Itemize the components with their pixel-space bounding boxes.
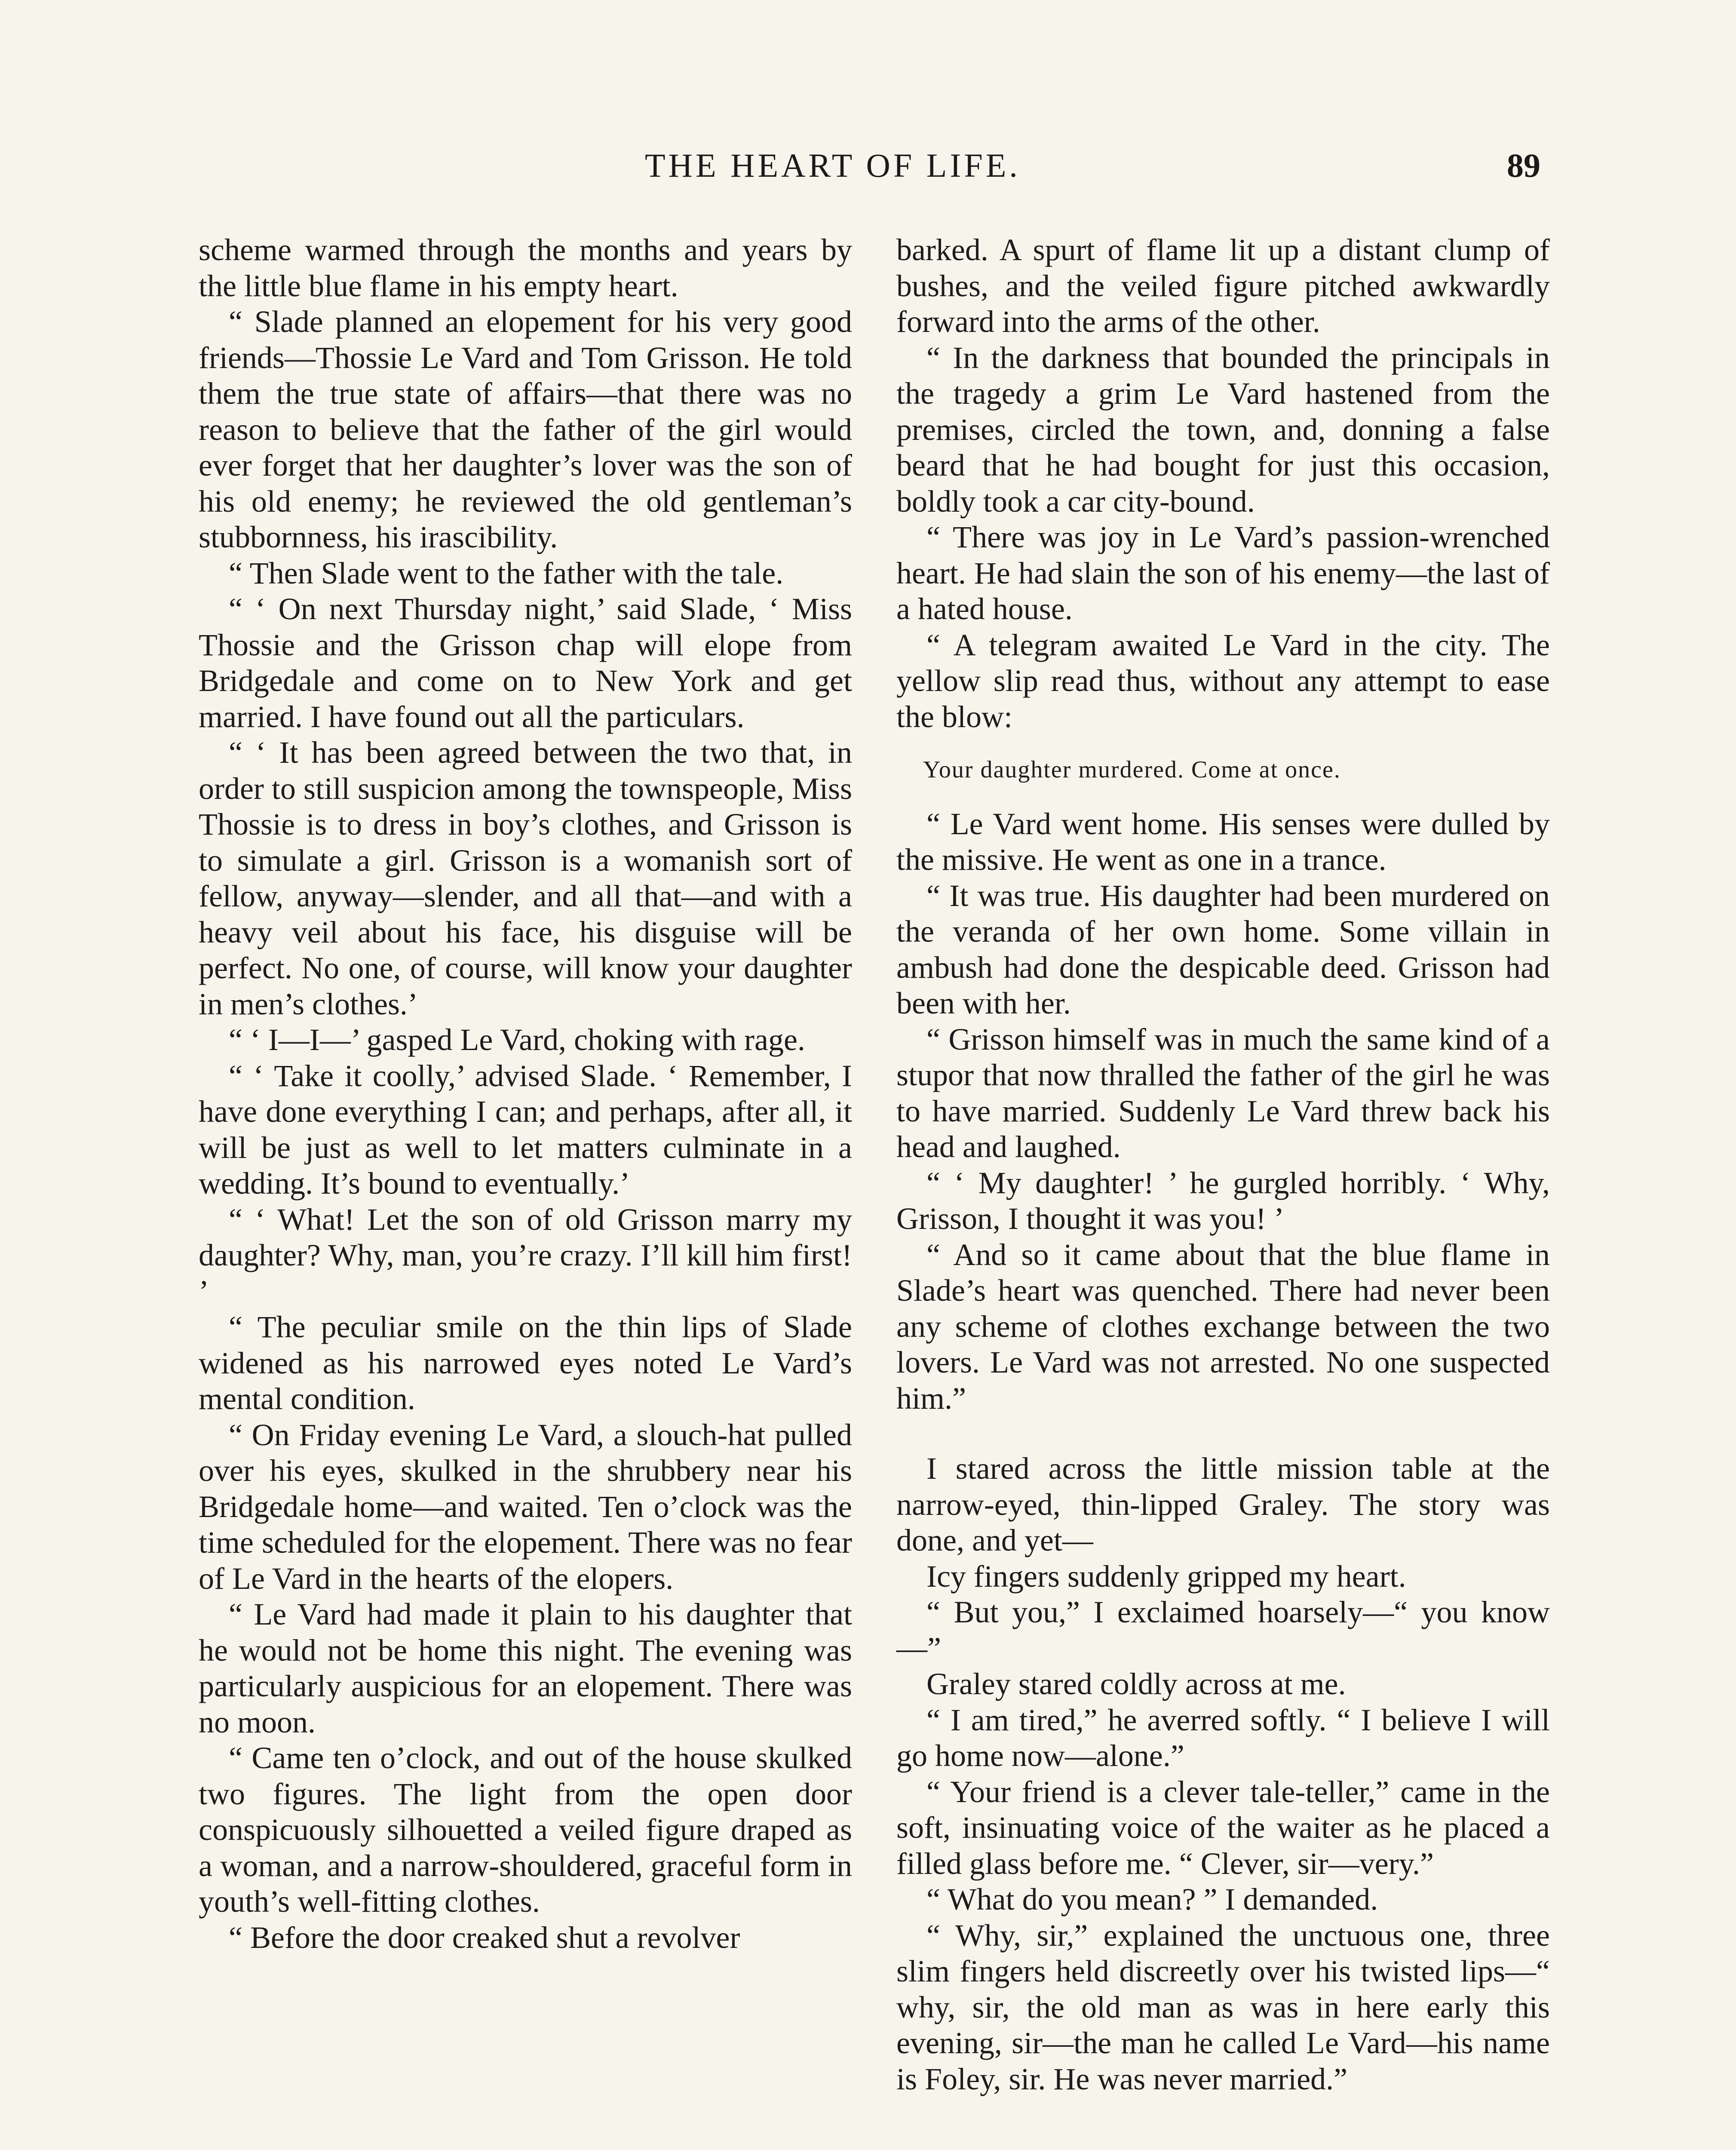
paragraph: “ But you,” I exclaimed hoarsely—“ you know—” xyxy=(896,1595,1550,1665)
paragraph: Graley stared coldly across at me. xyxy=(926,1667,1346,1701)
paragraph: “ Le Vard had made it plain to his daughter that he would not be home this night. The evening was particularly auspicious for an elopement. There was no moon. xyxy=(199,1597,852,1739)
paragraph: “ A telegram awaited Le Vard in the city. The yellow slip read thus, without any attempt to ease the blow: xyxy=(896,627,1550,734)
right-column xyxy=(896,232,1550,2097)
left-column xyxy=(199,232,852,1956)
running-title: THE HEART OF LIFE. xyxy=(645,147,1021,184)
paragraph: “ ‘ It has been agreed between the two that, in order to still suspicion among the townspeople, Miss Thossie is to dress in boy’s clothes, and Grisson is to simulate a girl. Grisson is a womanish sort of fellow, anyway—slender, and all that—and with a heavy veil about his face, his disguise will be perfect. No one, of course, will know your daughter in men’s clothes.’ xyxy=(199,735,852,1021)
page-number: 89 xyxy=(1507,147,1540,184)
paragraph: “ Le Vard went home. His senses were dulled by the missive. He went as one in a trance. xyxy=(896,806,1550,877)
paragraph: “ Slade planned an elopement for his very good friends—Thossie Le Vard and Tom Grisson. He told them the true state of affairs—that there was no reason to believe that the father of the girl would ever forget that her daughter’s lover was the son of his old enemy; he reviewed the old gentleman’s stubbornness, his irascibility. xyxy=(199,304,852,554)
paragraph: “ It was true. His daughter had been murdered on the veranda of her own home. Some villain in ambush had done the despicable deed. Grisson had been with her. xyxy=(896,878,1550,1020)
paragraph: “ ‘ I—I—’ gasped Le Vard, choking with rage. xyxy=(229,1023,805,1057)
paragraph: Icy fingers suddenly gripped my heart. xyxy=(926,1559,1406,1594)
paragraph: “ Your friend is a clever tale-teller,” came in the soft, insinuating voice of the waiter as he placed a filled glass before me. “ Clever, sir—very.” xyxy=(896,1774,1550,1881)
paragraph: “ And so it came about that the blue flame in Slade’s heart was quenched. There had never been any scheme of clothes exchange between the two lovers. Le Vard was not arrested. No one suspected him.” xyxy=(896,1237,1550,1416)
paragraph: “ Came ten o’clock, and out of the house skulked two figures. The light from the open door conspicuously silhouetted a veiled figure draped as a woman, and a narrow-shouldered, graceful form in youth’s well-fitting clothes. xyxy=(199,1741,852,1919)
paragraph: “ ‘ On next Thursday night,’ said Slade, ‘ Miss Thossie and the Grisson chap will elope from Bridgedale and come on to New York and get married. I have found out all the particulars. xyxy=(199,592,852,734)
paragraph: scheme warmed through the months and years by the little blue flame in his empty heart. xyxy=(199,233,852,303)
paragraph: “ The peculiar smile on the thin lips of Slade widened as his narrowed eyes noted Le Vard’s mental condition. xyxy=(199,1310,852,1416)
paragraph: “ Grisson himself was in much the same kind of a stupor that now thralled the father of the girl he was to have married. Suddenly Le Vard threw back his head and laughed. xyxy=(896,1022,1550,1164)
paragraph: “ Before the door creaked shut a revolver xyxy=(229,1920,740,1955)
telegram-text: Your daughter murdered. Come at once. xyxy=(923,756,1341,783)
paragraph: “ Then Slade went to the father with the tale. xyxy=(229,556,784,590)
paragraph: barked. A spurt of flame lit up a distant clump of bushes, and the veiled figure pitched awkwardly forward into the arms of the other. xyxy=(896,233,1550,339)
running-head xyxy=(0,146,1736,198)
paragraph: “ ‘ Take it coolly,’ advised Slade. ‘ Remember, I have done everything I can; and perhaps, after all, it will be just as well to let matters culminate in a wedding. It’s bound to eventually.’ xyxy=(199,1058,852,1201)
paragraph: “ I am tired,” he averred softly. “ I believe I will go home now—alone.” xyxy=(896,1702,1550,1773)
paragraph: “ ‘ What! Let the son of old Grisson marry my daughter? Why, man, you’re crazy. I’ll kill him first! ’ xyxy=(199,1202,852,1308)
paragraph: “ In the darkness that bounded the principals in the tragedy a grim Le Vard hastened from the premises, circled the town, and, donning a false beard that he had bought for just this occasion, boldly took a car city-bound. xyxy=(896,340,1550,519)
paragraph: “ There was joy in Le Vard’s passion-wrenched heart. He had slain the son of his enemy—the last of a hated house. xyxy=(896,520,1550,626)
paragraph: “ ‘ My daughter! ’ he gurgled horribly. ‘ Why, Grisson, I thought it was you! ’ xyxy=(896,1165,1550,1236)
paragraph: “ What do you mean? ” I demanded. xyxy=(926,1882,1378,1917)
paragraph: I stared across the little mission table at the narrow-eyed, thin-lipped Graley. The story was done, and yet— xyxy=(896,1451,1550,1557)
paragraph: “ On Friday evening Le Vard, a slouch-hat pulled over his eyes, skulked in the shrubbery near his Bridgedale home—and waited. Ten o’clock was the time scheduled for the elopement. There was no fear of Le Vard in the hearts of the elopers. xyxy=(199,1417,852,1596)
paragraph: “ Why, sir,” explained the unctuous one, three slim fingers held discreetly over his twisted lips—“ why, sir, the old man as was in here early this evening, sir—the man he called Le Vard—his name is Foley, sir. He was never married.” xyxy=(896,1918,1550,2096)
